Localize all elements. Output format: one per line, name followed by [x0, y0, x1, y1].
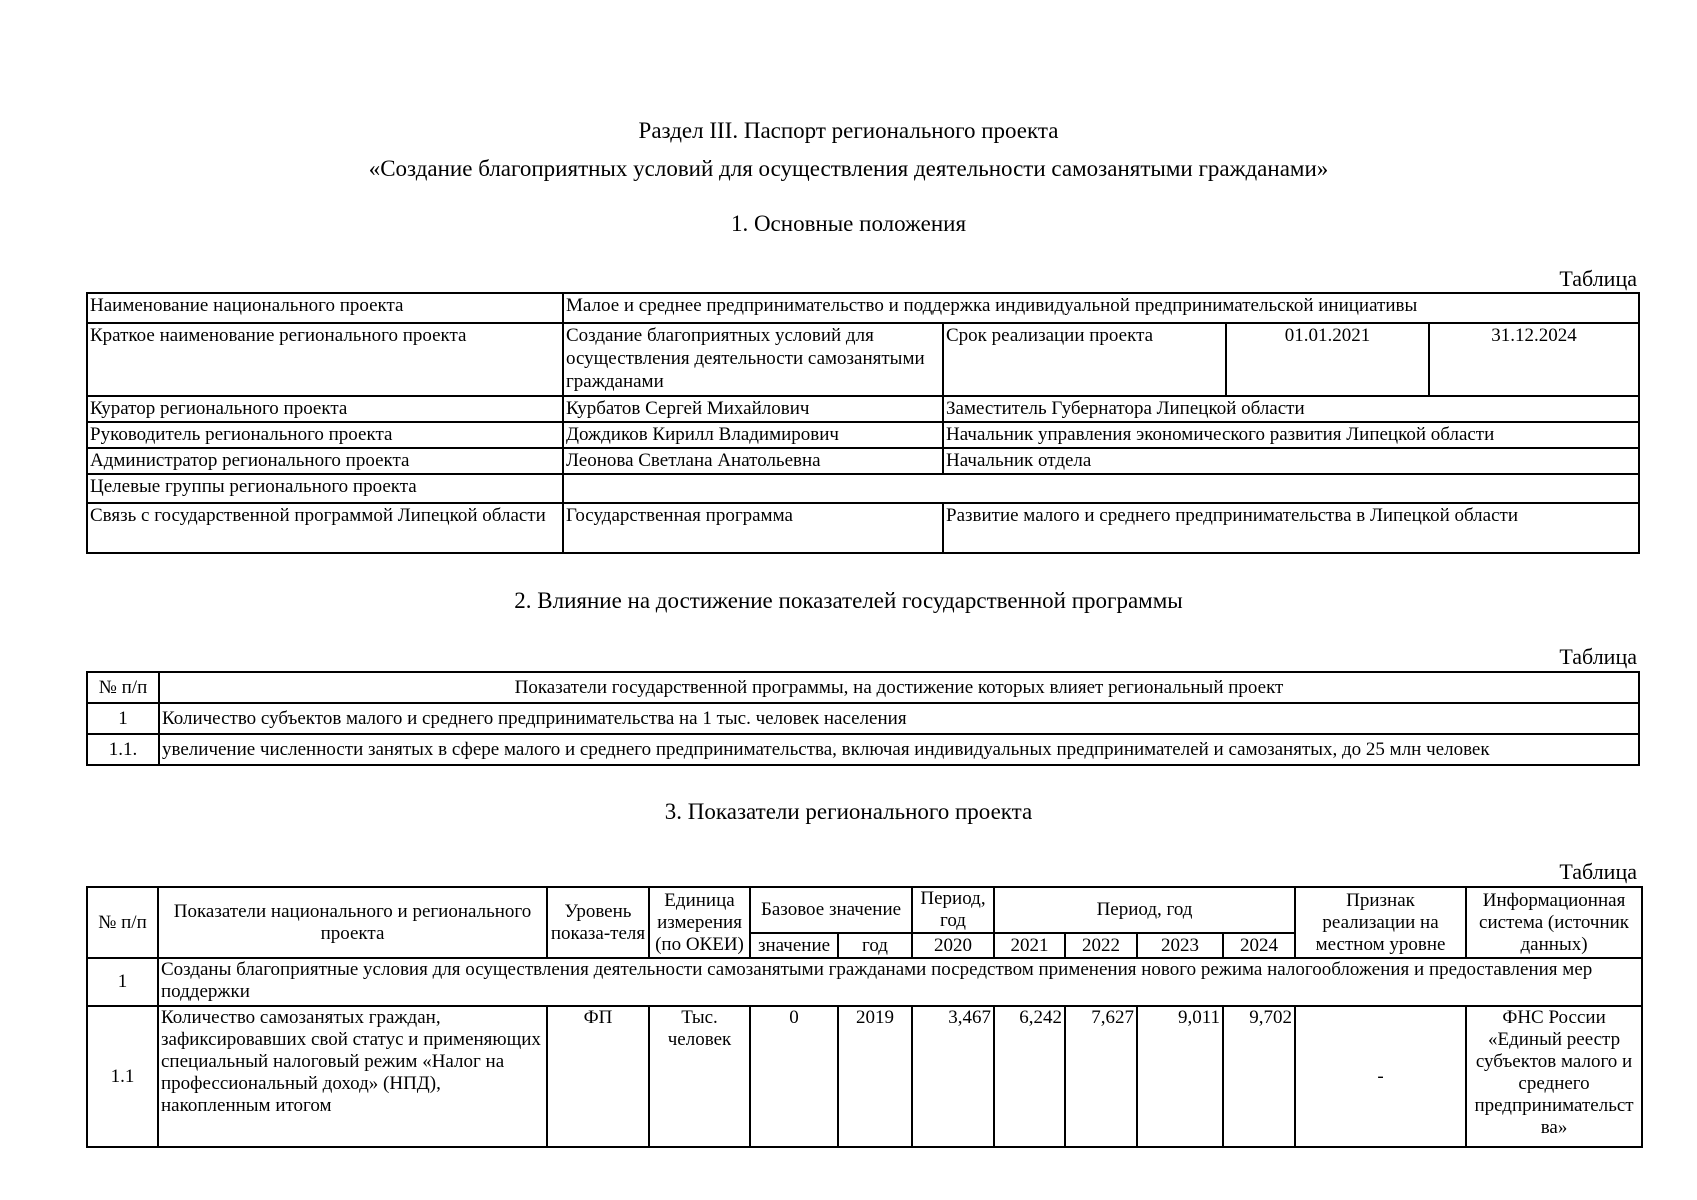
col-year-2022-header: 2022 — [1065, 933, 1137, 958]
section2-heading: 2. Влияние на достижение показателей государственной программы — [514, 588, 1183, 613]
table-row — [87, 448, 1639, 474]
col-period-single-header: Период, год — [912, 887, 994, 933]
table-row — [87, 474, 1639, 503]
col-base-year-header: год — [838, 933, 912, 958]
row-value-2021: 6,242 — [994, 1006, 1065, 1147]
table1-label: Таблица — [1559, 266, 1637, 291]
row-value-2020: 3,467 — [912, 1006, 994, 1147]
col-year-2024-header: 2024 — [1223, 933, 1295, 958]
col-num-header: № п/п — [87, 887, 158, 958]
table-row — [87, 703, 1639, 734]
col-indicators-header: Показатели национального и регионального проекта — [158, 887, 547, 958]
head-label: Руководитель регионального проекта — [87, 422, 563, 448]
short-name-value: Создание благоприятных условий для осуществления деятельности самозанятыми гражданами — [563, 323, 943, 396]
col-sign-header: Признак реализации на местном уровне — [1295, 887, 1466, 958]
admin-position: Начальник отдела — [943, 448, 1639, 474]
row-value-2023: 9,011 — [1137, 1006, 1223, 1147]
col-num-header: № п/п — [87, 672, 159, 703]
target-groups-label: Целевые группы регионального проекта — [87, 474, 563, 503]
head-name: Дождиков Кирилл Владимирович — [563, 422, 943, 448]
col-period-header: Период, год — [994, 887, 1295, 933]
row-sign: - — [1295, 1006, 1466, 1147]
section3-heading: 3. Показатели регионального проекта — [664, 799, 1033, 824]
term-start: 01.01.2021 — [1226, 323, 1429, 396]
row-unit: Тыс. человек — [649, 1006, 750, 1147]
main-info-table — [86, 292, 1640, 554]
col-unit-header: Единица измерения (по ОКЕИ) — [649, 887, 750, 958]
row-base-year: 2019 — [838, 1006, 912, 1147]
row-value-2022: 7,627 — [1065, 1006, 1137, 1147]
table-row — [87, 422, 1639, 448]
national-project-label: Наименование национального проекта — [87, 293, 563, 323]
row-text: Количество субъектов малого и среднего предпринимательства на 1 тыс. человек населения — [159, 703, 1639, 734]
row-level: ФП — [547, 1006, 649, 1147]
head-position: Начальник управления экономического развития Липецкой области — [943, 422, 1639, 448]
table2-label: Таблица — [1559, 644, 1637, 669]
project-title: «Создание благоприятных условий для осуществления деятельности самозанятыми гражданами» — [368, 156, 1329, 181]
national-project-value: Малое и среднее предпринимательство и поддержка индивидуальной предпринимательской инициативы — [563, 293, 1639, 323]
curator-name: Курбатов Сергей Михайлович — [563, 396, 943, 422]
section-title: Раздел III. Паспорт регионального проекта — [638, 118, 1059, 143]
admin-name: Леонова Светлана Анатольевна — [563, 448, 943, 474]
col-year-2021-header: 2021 — [994, 933, 1065, 958]
curator-position: Заместитель Губернатора Липецкой области — [943, 396, 1639, 422]
table-row — [87, 323, 1639, 396]
col-level-header: Уровень показа-теля — [547, 887, 649, 958]
row-value-2024: 9,702 — [1223, 1006, 1295, 1147]
term-end: 31.12.2024 — [1429, 323, 1639, 396]
table3-label: Таблица — [1559, 859, 1637, 884]
table-row — [87, 503, 1639, 553]
table-row — [87, 396, 1639, 422]
curator-label: Куратор регионального проекта — [87, 396, 563, 422]
link-type: Государственная программа — [563, 503, 943, 553]
indicators-table — [86, 886, 1643, 1148]
col-year-2023-header: 2023 — [1137, 933, 1223, 958]
row-num: 1.1 — [87, 1006, 158, 1147]
term-label: Срок реализации проекта — [943, 323, 1226, 396]
table-row — [87, 734, 1639, 765]
table-header-row — [87, 887, 1642, 933]
col-info-header: Информационная система (источник данных) — [1466, 887, 1642, 958]
row-text: увеличение численности занятых в сфере малого и среднего предпринимательства, включая индивидуальных предпринимателей и самозанятых, до 25 млн человек — [159, 734, 1639, 765]
table-header-row — [87, 672, 1639, 703]
section1-heading: 1. Основные положения — [730, 211, 967, 236]
table-group-row — [87, 958, 1642, 1006]
row-base-value: 0 — [750, 1006, 838, 1147]
row-num: 1.1. — [87, 734, 159, 765]
table-row — [87, 1006, 1642, 1147]
col-base-header: Базовое значение — [750, 887, 912, 933]
link-label: Связь с государственной программой Липецкой области — [87, 503, 563, 553]
col-indicators-header: Показатели государственной программы, на достижение которых влияет региональный проект — [159, 672, 1639, 703]
row-indicator-name: Количество самозанятых граждан, зафиксировавших свой статус и применяющих специальный налоговый режим «Налог на профессиональный доход» (НПД), накопленным итогом — [158, 1006, 547, 1147]
table-row — [87, 293, 1639, 323]
row-num: 1 — [87, 703, 159, 734]
group-text: Созданы благоприятные условия для осуществления деятельности самозанятыми гражданами посредством применения нового режима налогообложения и предоставления мер поддержки — [158, 958, 1642, 1006]
group-num: 1 — [87, 958, 158, 1006]
gov-program-table — [86, 671, 1640, 766]
admin-label: Администратор регионального проекта — [87, 448, 563, 474]
col-base-value-header: значение — [750, 933, 838, 958]
short-name-label: Краткое наименование регионального проекта — [87, 323, 563, 396]
col-year-2020-header: 2020 — [912, 933, 994, 958]
link-value: Развитие малого и среднего предпринимательства в Липецкой области — [943, 503, 1639, 553]
row-info: ФНС России «Единый реестр субъектов малого и среднего предпринимательст ва» — [1466, 1006, 1642, 1147]
target-groups-value — [563, 474, 1639, 503]
